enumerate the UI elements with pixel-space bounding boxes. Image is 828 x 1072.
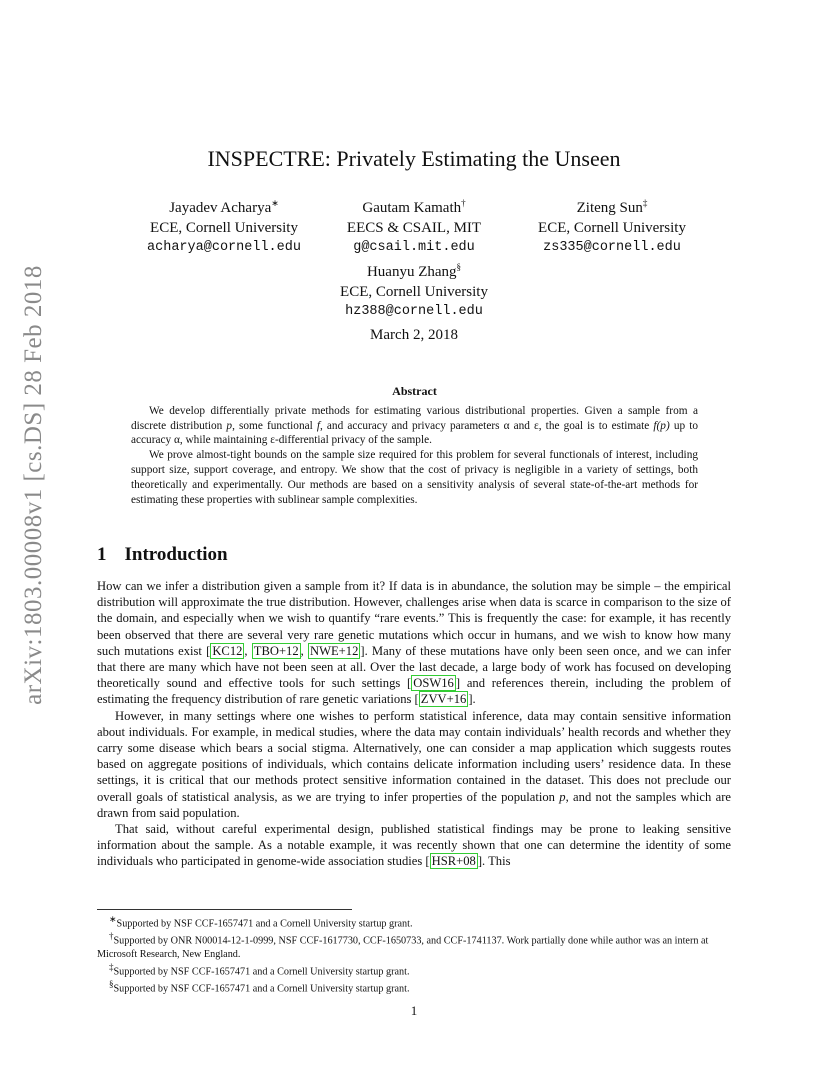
- author-email[interactable]: acharya@cornell.edu: [147, 240, 301, 255]
- footnote: †Supported by ONR N00014-12-1-0999, NSF CCF-1617730, CCF-1650733, and CCF-1741137. Work partially done while author was an intern at Microsoft Research, New England.: [97, 931, 709, 960]
- citation-link[interactable]: OSW16: [413, 676, 454, 691]
- section-number: 1: [97, 544, 107, 565]
- page-number: 1: [410, 1003, 418, 1018]
- author-email[interactable]: g@csail.mit.edu: [353, 240, 475, 255]
- arxiv-sidebar-stamp: [12, 265, 56, 705]
- footnote: §Supported by NSF CCF-1657471 and a Cornell University startup grant.: [109, 979, 410, 995]
- footnotes: [97, 913, 731, 996]
- footnote: ‡Supported by NSF CCF-1657471 and a Cornell University startup grant.: [109, 961, 410, 978]
- body-paragraph: How can we infer a distribution given a sample from it? If data is in abundance, the solution may be simple – the empirical distribution will approximate the true distribution. However, challenges arise when data is scarce in comparison to the size of the domain, and especially when we wish to quantify “rare events.” This is frequently the case: for example, it has recently been observed that there are several very rare genetic mutations which occur in humans, and we wish to know how many such mutations exist [ KC12 , TBO+12 , NWE+12 ]. Many of these mutations have only been seen once, and we can infer that there are many which have not been seen at all. Over the last decade, a large body of work has focused on developing theoretically sound and effective tools for such settings [ OSW16 ] and references therein, including the problem of estimating the frequency distribution of rare genetic variations [ ZVV+16 ].: [97, 579, 731, 707]
- body-paragraph: However, in many settings where one wishes to perform statistical inference, data may contain sensitive information about individuals. For example, in medical studies, where the data may contain individuals’ health records and whether they carry some disease which bears a social stigma. Alternatively, one can consider a map application which suggests routes based on aggregate positions of individuals, which contains delicate information including users’ residence data. In these settings, it is critical that our methods protect sensitive information contained in the dataset. This does not preclude our overall goals of statistical analysis, as we are trying to infer properties of the population p, and not the samples which are drawn from said population.: [97, 708, 731, 820]
- section-heading: [97, 544, 228, 566]
- citation-link[interactable]: HSR+08: [431, 854, 476, 869]
- footnote-divider: [97, 909, 352, 910]
- author-name: Jayadev Acharya: [169, 200, 272, 216]
- abstract-heading: Abstract: [392, 384, 437, 398]
- author-mark: §: [456, 262, 462, 272]
- author-affiliation: ECE, Cornell University: [340, 283, 488, 300]
- citation-link[interactable]: KC12: [212, 643, 243, 658]
- abstract-paragraph: We develop differentially private methods for estimating various distributional properties. Given a sample from a discrete distribution p, some functional f, and accuracy and privacy parameters α and ε, the goal is to estimate f(p) up to accuracy α, while maintaining ε-differential privacy of the sample.: [131, 404, 699, 447]
- body-paragraph: That said, without careful experimental design, published statistical findings may be prone to leaking sensitive information about the sample. As a notable example, it was recently shown that one can determine the identity of some individuals who participated in genome-wide association studies [ HSR+08 ]. This: [97, 822, 731, 869]
- author-mark: ‡: [642, 198, 648, 208]
- section-title: Introduction: [124, 544, 228, 565]
- citation-link[interactable]: NWE+12: [310, 643, 359, 658]
- author-mark: †: [461, 198, 466, 208]
- footnote: ∗Supported by NSF CCF-1657471 and a Cornell University startup grant.: [109, 914, 413, 930]
- author-block: [114, 194, 334, 258]
- arxiv-id: arXiv:1803.00008v1 [cs.DS] 28 Feb 2018: [20, 265, 47, 705]
- author-affiliation: ECE, Cornell University: [538, 219, 686, 236]
- author-email[interactable]: zs335@cornell.edu: [543, 240, 681, 255]
- author-affiliation: ECE, Cornell University: [150, 219, 298, 236]
- author-block: [304, 258, 524, 322]
- author-block: [502, 194, 722, 258]
- paper-date: March 2, 2018: [370, 327, 458, 343]
- author-name: Huanyu Zhang: [366, 264, 457, 280]
- author-affiliation: EECS & CSAIL, MIT: [346, 219, 482, 236]
- author-block: [304, 194, 524, 258]
- abstract: [131, 384, 698, 507]
- paper-title: INSPECTRE: Privately Estimating the Unseen: [207, 146, 621, 171]
- author-mark: ∗: [271, 198, 279, 208]
- author-name: Gautam Kamath: [362, 200, 462, 216]
- body-text: [97, 578, 731, 870]
- abstract-paragraph: We prove almost-tight bounds on the sample size required for this problem for several functionals of interest, including support size, support coverage, and entropy. We show that the cost of privacy is negligible in a variety of settings, both theoretically and experimentally. Our methods are based on a sensitivity analysis of several state-of-the-art methods for estimating these properties with sublinear sample complexities.: [131, 449, 698, 506]
- citation-link[interactable]: ZVV+16: [420, 692, 467, 707]
- author-name: Ziteng Sun: [576, 200, 643, 216]
- author-email[interactable]: hz388@cornell.edu: [345, 304, 483, 319]
- citation-link[interactable]: TBO+12: [253, 643, 299, 658]
